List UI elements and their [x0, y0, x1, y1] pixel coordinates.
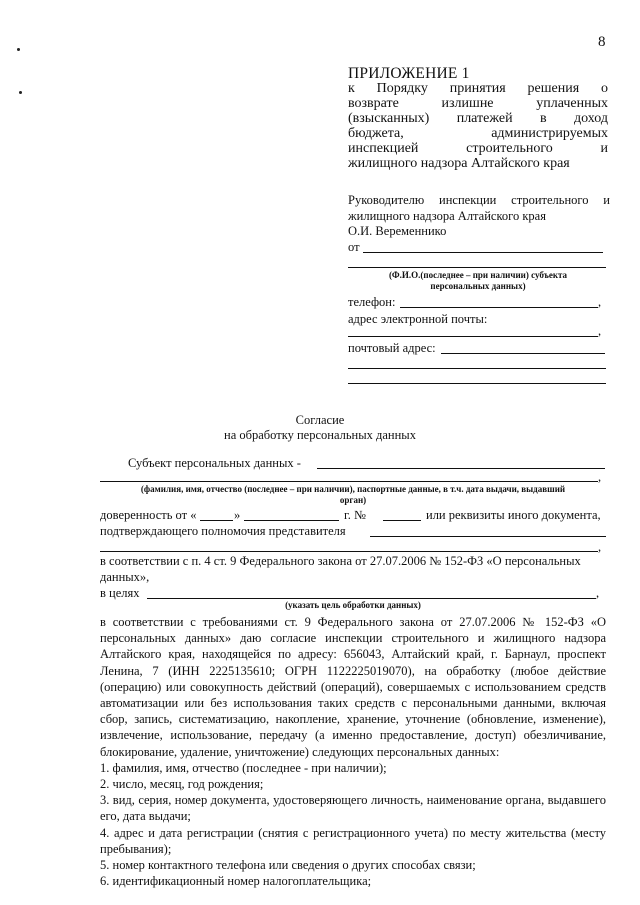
consent-body: [100, 614, 606, 889]
postal-field[interactable]: [441, 353, 605, 354]
page-number: 8: [598, 34, 606, 50]
subject-note: (Ф.И.О.(последнее – при наличии) субъекта: [388, 270, 568, 280]
list-item: 1. фамилия, имя, отчество (последнее - при наличии);: [100, 760, 387, 775]
appendix-line: к Порядку принятия решения о: [348, 81, 608, 96]
phone-label: телефон:: [348, 295, 396, 309]
from-field-line2[interactable]: [348, 267, 606, 268]
appendix-line: жилищного надзора Алтайского края: [348, 156, 570, 171]
proxy-number-field[interactable]: [383, 520, 421, 521]
email-field[interactable]: [348, 336, 598, 337]
purpose-field[interactable]: [147, 598, 596, 599]
subject-data-note: орган): [339, 495, 367, 505]
proxy-line2: подтверждающего полномочия представителя: [100, 524, 346, 538]
appendix-line: бюджета, администрируемых: [348, 126, 608, 141]
law-reference-2: данных»,: [100, 570, 150, 584]
phone-field[interactable]: [400, 307, 598, 308]
list-item: 5. номер контактного телефона или сведения о других способах связи;: [100, 858, 476, 873]
addressee-line: жилищного надзора Алтайского края: [348, 208, 546, 223]
from-label: от: [348, 240, 360, 254]
consent-paragraph: в соответствии с требованиями ст. 9 Федерального закона от 27.07.2006 № 152-ФЗ «О персональных данных» даю согласие инспекции строительного и жилищного надзора Алтайского края, находящейся по адресу: 656043, Алтайский край, г. Барнаул, проспект Ленина, 7 (ИНН 2225135610; ОГРН 1122225019070), на обработку (любое действие (операцию) или совокупность действий (операций), совершаемых с использованием средств автоматизации или без использования таких средств с персональными данными, включая сбор, запись, систематизацию, накопление, хранение, уточнение (обновление, изменение), извлечение, использование, передачу (а именно предоставление, доступ) обезличивание, блокирование, удаление, уничтожение) следующих персональных данных:: [100, 615, 606, 759]
representative-field-line2[interactable]: [100, 551, 598, 552]
subject-label: Субъект персональных данных -: [128, 456, 301, 470]
purpose-label: в целях: [100, 586, 140, 600]
representative-field[interactable]: [370, 536, 606, 537]
subject-note: персональных данных): [430, 281, 526, 291]
comma: ,: [598, 324, 602, 338]
list-item: 3. вид, серия, номер документа, удостоверяющего личность, наименование органа, выдавшего его, дата выдачи;: [100, 793, 606, 824]
scan-mark: [17, 48, 20, 51]
postal-field-line2[interactable]: [348, 368, 606, 369]
appendix-heading: ПРИЛОЖЕНИЕ 1: [348, 65, 470, 82]
comma: ,: [596, 586, 600, 600]
list-item: 2. число, месяц, год рождения;: [100, 777, 264, 792]
from-field[interactable]: [363, 252, 603, 253]
proxy-label: доверенность от «: [100, 508, 197, 522]
proxy-quote: »: [234, 508, 241, 522]
appendix-line: (взысканных) платежей в доход: [348, 111, 608, 126]
purpose-note: (указать цель обработки данных): [285, 600, 421, 610]
postal-label: почтовый адрес:: [348, 341, 436, 355]
postal-field-line3[interactable]: [348, 383, 606, 384]
document-subtitle: на обработку персональных данных: [224, 428, 416, 442]
appendix-line: возврате излишне уплаченных: [348, 96, 608, 111]
proxy-other-doc: или реквизиты иного документа,: [426, 508, 601, 522]
subject-field[interactable]: [317, 468, 605, 469]
comma: ,: [598, 470, 602, 484]
scan-mark: [19, 91, 22, 94]
proxy-day-field[interactable]: [200, 520, 233, 521]
subject-field-line2[interactable]: [100, 481, 598, 482]
list-item: 4. адрес и дата регистрации (снятия с регистрационного учета) по месту жительства (месту пребывания);: [100, 825, 606, 856]
addressee-line: Руководителю инспекции строительного и: [348, 193, 610, 207]
proxy-year-label: г. №: [344, 508, 366, 522]
proxy-month-field[interactable]: [244, 520, 339, 521]
subject-data-note: (фамилия, имя, отчество (последнее – при наличии), паспортные данные, в т.ч. дата выдачи, выдавший: [140, 484, 566, 494]
appendix-block: [348, 66, 608, 171]
list-item: 6. идентификационный номер налогоплательщика;: [100, 874, 372, 889]
addressee-line: О.И. Веременнико: [348, 224, 447, 238]
appendix-line: инспекцией строительного и: [348, 141, 608, 156]
law-reference: в соответствии с п. 4 ст. 9 Федерального закона от 27.07.2006 № 152-ФЗ «О персональных: [100, 554, 581, 568]
comma: ,: [598, 295, 602, 309]
comma: ,: [598, 540, 602, 554]
addressee-block: [348, 193, 610, 240]
document-title: Согласие: [295, 413, 345, 427]
email-label: адрес электронной почты:: [348, 312, 488, 326]
